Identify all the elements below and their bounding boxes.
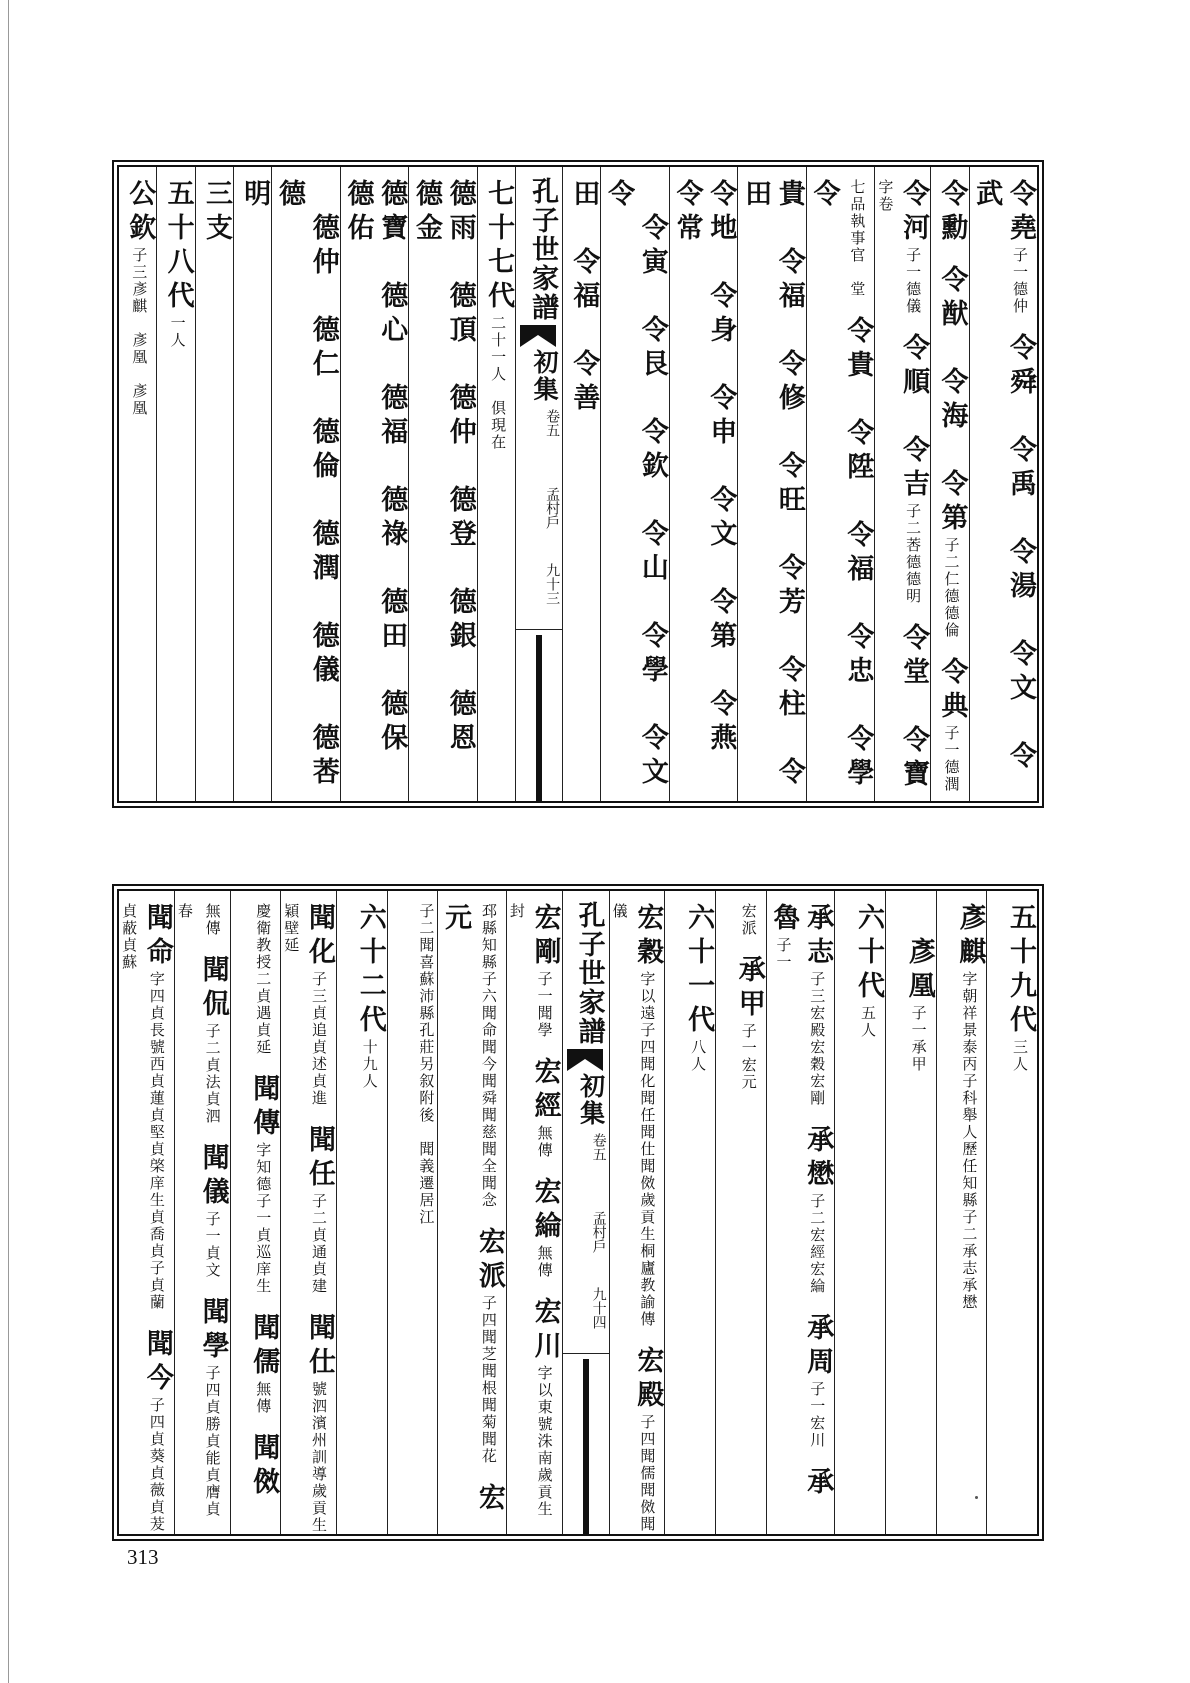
name-entry: 令猷 令海 令第	[936, 265, 968, 537]
annotation: 無傳	[203, 903, 222, 937]
name-entry: 宏剛	[529, 903, 561, 971]
name-entry: 德雨 德頂 德仲 德登 德銀 德恩 德金	[411, 179, 476, 791]
annotation: 子二宏經宏綸	[808, 1193, 827, 1295]
volume-label: 卷五	[590, 1133, 607, 1161]
annotation: 宏派	[739, 903, 758, 937]
annotation: 字以東號洙南歲貢生封	[507, 903, 554, 1518]
annotation: 字朝祥景泰丙子科舉人歷任知縣子二承志承懋	[960, 971, 979, 1311]
name-entry: 彥凰	[903, 903, 935, 1005]
annotation: 五人	[858, 1005, 877, 1039]
annotation: 子二仁德德倫	[942, 537, 961, 639]
text-column	[230, 891, 281, 1534]
volume-label: 卷五	[544, 409, 561, 437]
banner-divider	[563, 1353, 609, 1354]
text-column	[280, 891, 336, 1534]
annotation: 子一德儀	[904, 247, 923, 315]
annotation: 字以遠子四聞化聞任聞仕聞傚歲貢生桐廬教諭傳	[638, 971, 657, 1328]
fish-tail-ornament	[567, 1049, 603, 1071]
annotation: 慶衛教授二貞遇貞延	[254, 903, 273, 1056]
name-entry: 令地 令身 令申 令文 令第 令燕 令常	[671, 179, 737, 791]
name-entry: 令貴 令陞 令福 令忠 令學 令	[808, 179, 874, 826]
name-entry: 五十八代	[162, 179, 194, 315]
name-entry: 承周	[802, 1313, 834, 1381]
annotation: 子一聞學	[535, 971, 554, 1039]
annotation: 子一德潤	[942, 725, 961, 793]
annotation: 子三宏殿宏穀宏剛	[808, 971, 827, 1107]
leaf-number: 九十三	[544, 563, 561, 605]
name-entry: 聞學	[197, 1297, 229, 1365]
name-entry: 田 令福 令善	[568, 179, 600, 417]
annotation: 子三彥麒 彥凰 彥凰	[130, 247, 149, 417]
name-entry: 宏經	[529, 1057, 561, 1125]
page-edge-line	[8, 0, 9, 1683]
annotation: 子四聞芝聞根聞菊聞花	[479, 1295, 498, 1465]
name-entry: 聞侃	[197, 955, 229, 1023]
annotation: 無傳	[535, 1125, 554, 1159]
annotation: 一人	[168, 315, 187, 349]
text-column	[506, 891, 562, 1534]
text-column	[664, 891, 715, 1534]
book-subtitle: 初集	[530, 349, 560, 403]
text-column	[986, 891, 1037, 1534]
annotation: 字卷	[876, 179, 895, 213]
annotation: 二十一人 俱現在	[489, 315, 508, 451]
book-subtitle: 初集	[576, 1073, 606, 1127]
text-column	[609, 891, 665, 1534]
annotation: 子一宏川	[808, 1381, 827, 1449]
text-column	[806, 167, 875, 826]
text-column	[600, 167, 669, 825]
text-column	[930, 167, 968, 801]
annotation: 子一宏元	[739, 1023, 758, 1091]
text-column	[969, 167, 1038, 801]
name-entry: 六十一代	[683, 903, 715, 1039]
house-label: 孟村戶	[544, 487, 561, 529]
name-entry: 宏川	[529, 1297, 561, 1365]
text-column	[737, 167, 806, 801]
annotation: 子四貞葵貞薇貞茇貞蔽貞蘇	[120, 903, 166, 1533]
name-entry: 令河	[898, 179, 930, 247]
annotation: 字知德子一貞巡庠生	[254, 1142, 273, 1295]
annotation: 子一德仲	[1011, 247, 1029, 315]
text-column	[271, 167, 340, 825]
annotation: 邳縣知縣子六聞命聞今聞舜聞慈聞全聞念	[479, 903, 498, 1209]
name-entry: 聞傚	[248, 1433, 280, 1501]
name-entry: 六十二代	[354, 903, 386, 1039]
name-entry: 彥麒	[954, 903, 986, 971]
annotation: 無傳	[535, 1245, 554, 1279]
name-entry: 宏元	[440, 903, 505, 1517]
name-entry: 三支	[200, 179, 232, 247]
annotation: 子二貞法貞泗	[203, 1023, 222, 1125]
text-column	[715, 891, 766, 1534]
text-column	[387, 891, 438, 1534]
text-column	[156, 167, 194, 801]
text-column	[562, 167, 600, 801]
text-column	[233, 167, 271, 801]
banner-fishtail-bar	[536, 635, 542, 801]
house-label: 孟村戶	[590, 1211, 607, 1253]
annotation: 三人	[1011, 1039, 1029, 1073]
name-entry: 令勳	[936, 179, 968, 247]
name-entry: 承志	[802, 903, 834, 971]
name-entry: 宏穀	[632, 903, 664, 971]
name-entry: 五十九代	[1005, 903, 1036, 1039]
leaf-number: 九十四	[590, 1287, 607, 1329]
text-column	[119, 167, 156, 801]
text-column	[408, 167, 477, 801]
upper-genealogy-page	[112, 160, 1044, 826]
scan-speck	[975, 1496, 978, 1499]
name-entry: 德寶 德心 德福 德祿 德田 德保 德佑	[342, 179, 408, 791]
text-column	[936, 891, 987, 1534]
name-entry: 公欽	[124, 179, 156, 247]
name-entry: 令堯	[1005, 179, 1036, 247]
annotation: 子一	[774, 937, 793, 971]
annotation: 子二莕德德明	[904, 503, 923, 605]
annotation: 子二貞通貞建	[310, 1193, 328, 1295]
text-column	[874, 167, 930, 801]
name-entry: 聞命	[141, 903, 173, 971]
name-entry: 貴 令福 令修 令旺 令芳 令柱 令田	[740, 179, 805, 791]
name-entry: 宏殿	[632, 1346, 664, 1414]
name-entry: 聞儒	[248, 1313, 280, 1381]
text-column	[174, 891, 230, 1534]
text-column	[340, 167, 409, 801]
annotation: 無傳	[254, 1381, 273, 1415]
name-entry: 聞化	[304, 903, 335, 971]
text-column	[336, 891, 387, 1534]
text-column	[477, 167, 515, 801]
annotation: 號泗濱州訓導歲貢生穎壁延	[282, 903, 328, 1534]
name-entry: 承甲	[733, 955, 765, 1023]
book-title-banner	[562, 891, 609, 1534]
name-entry: 承魯	[768, 903, 834, 1501]
annotation: 八人	[689, 1039, 708, 1073]
text-column	[437, 891, 506, 1534]
fish-tail-ornament	[520, 325, 556, 347]
annotation: 子一承甲	[909, 1005, 928, 1073]
lower-column-strip	[119, 891, 1037, 1534]
name-entry: 令順 令吉	[898, 333, 930, 503]
annotation: 字四貞長號西貞蓮貞堅貞棨庠生貞喬貞子貞蘭	[147, 971, 166, 1311]
text-column	[834, 891, 885, 1534]
name-entry: 令舜 令禹 令湯 令文 令武	[971, 179, 1036, 775]
annotation: 子四聞儒聞傚聞儀	[610, 903, 657, 1533]
text-column	[885, 891, 936, 1534]
annotation: 十九人	[360, 1039, 379, 1090]
annotation: 子二聞喜蘇沛縣孔莊另叙附後 聞義遷居江	[417, 903, 436, 1226]
banner-fishtail-bar	[583, 1359, 589, 1534]
name-entry: 德仲 德仁 德倫 德潤 德儀 德莕 德	[274, 179, 339, 825]
name-entry: 宏綸	[529, 1177, 561, 1245]
annotation: 子四貞勝貞能貞膺貞春	[175, 903, 222, 1518]
book-title-banner	[515, 167, 562, 801]
name-entry: 聞今	[141, 1329, 173, 1397]
banner-divider	[516, 629, 562, 630]
name-entry: 令寅 令艮 令欽 令山 令學 令文 令	[603, 179, 668, 825]
text-column	[766, 891, 835, 1534]
annotation: 子一貞文	[203, 1211, 222, 1279]
page-number: 313	[127, 1545, 159, 1569]
name-entry: 承懋	[802, 1125, 834, 1193]
name-entry: 七十七代	[483, 179, 515, 315]
name-entry: 聞儀	[197, 1143, 229, 1211]
text-column	[195, 167, 233, 801]
name-entry: 明	[239, 179, 271, 213]
name-entry: 聞傳	[248, 1074, 280, 1142]
annotation: 子三貞追貞述貞進	[310, 971, 328, 1107]
name-entry: 六十代	[852, 903, 884, 1005]
upper-column-strip	[119, 167, 1037, 826]
name-entry: 聞仕	[304, 1313, 335, 1381]
name-entry: 令典	[936, 657, 968, 725]
name-entry: 令堂 令寶	[898, 623, 930, 793]
lower-genealogy-page	[112, 884, 1044, 1541]
book-title: 孔子世家譜	[527, 177, 559, 322]
annotation: 七品執事官 堂	[848, 179, 867, 298]
name-entry: 聞任	[304, 1125, 335, 1193]
book-title: 孔子世家譜	[573, 901, 605, 1046]
text-column	[119, 891, 174, 1534]
name-entry: 宏派	[473, 1227, 505, 1295]
text-column	[669, 167, 738, 801]
